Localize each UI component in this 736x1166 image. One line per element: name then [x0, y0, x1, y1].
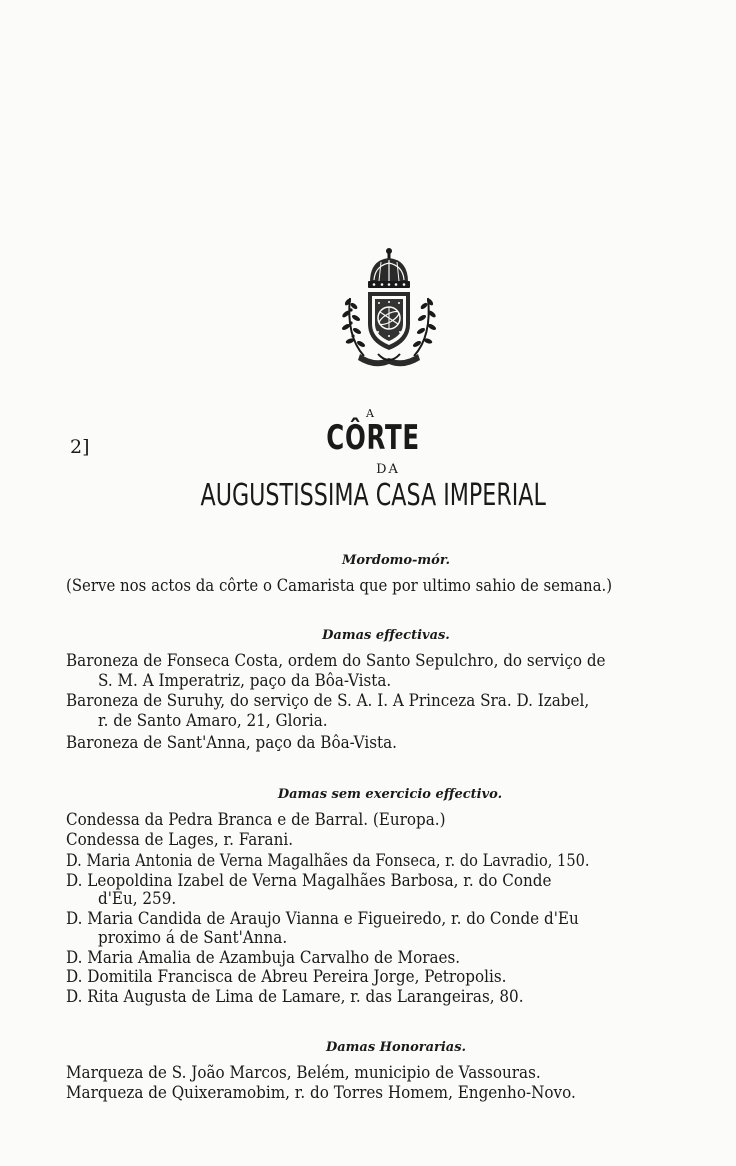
list-item: Condessa de Lages, r. Farani. — [66, 830, 294, 849]
list-item: D. Maria Amalia de Azambuja Carvalho de Moraes. — [66, 948, 461, 967]
list-item: Marqueza de S. João Marcos, Belém, municipio de Vassouras. — [66, 1063, 541, 1082]
page-title: CÔRTE — [326, 418, 420, 458]
mordomo-note — [66, 576, 702, 595]
imperial-coat-of-arms-icon — [334, 246, 444, 370]
list-item: r. de Santo Amaro, 21, Gloria. — [98, 711, 328, 730]
list-item: D. Rita Augusta de Lima de Lamare, r. das Larangeiras, 80. — [66, 987, 524, 1006]
list-item: d'Eu, 259. — [98, 889, 177, 908]
list-item: Marqueza de Quixeramobim, r. do Torres Homem, Engenho-Novo. — [66, 1083, 576, 1102]
list-item: Baroneza de Fonseca Costa, ordem do Santo Sepulchro, do serviço de — [66, 651, 606, 670]
section-heading-sem-exercicio: Damas sem exercicio effectivo. — [277, 787, 503, 802]
page-number: 2] — [70, 436, 90, 458]
list-item: Baroneza de Sant'Anna, paço da Bôa-Vista. — [66, 733, 397, 752]
title-accent: A — [366, 407, 374, 420]
section-heading-honorarias: Damas Honorarias. — [325, 1040, 467, 1055]
list-item: Condessa da Pedra Branca e de Barral. (Europa.) — [66, 810, 446, 829]
section-heading-effectivas: Damas effectivas. — [322, 628, 450, 643]
list-item: D. Domitila Francisca de Abreu Pereira Jorge, Petropolis. — [66, 967, 507, 986]
list-item: D. Maria Antonia de Verna Magalhães da Fonseca, r. do Lavradio, 150. — [66, 851, 590, 870]
list-item: D. Maria Candida de Araujo Vianna e Figueiredo, r. do Conde d'Eu — [66, 909, 579, 928]
page-subtitle: AUGUSTISSIMA CASA IMPERIAL — [200, 478, 546, 513]
list-item: S. M. A Imperatriz, paço da Bôa-Vista. — [98, 671, 392, 690]
list-item: Baroneza de Suruhy, do serviço de S. A. I. A Princeza Sra. D. Izabel, — [66, 691, 590, 710]
list-item: proximo á de Sant'Anna. — [98, 928, 288, 947]
title-connector: DA — [376, 462, 400, 477]
section-heading-mordomo: Mordomo-mór. — [341, 553, 451, 568]
mordomo-note-text: (Serve nos actos da côrte o Camarista que por ultimo sahio de semana.) — [66, 576, 613, 595]
list-item: D. Leopoldina Izabel de Verna Magalhães Barbosa, r. do Conde — [66, 871, 552, 890]
